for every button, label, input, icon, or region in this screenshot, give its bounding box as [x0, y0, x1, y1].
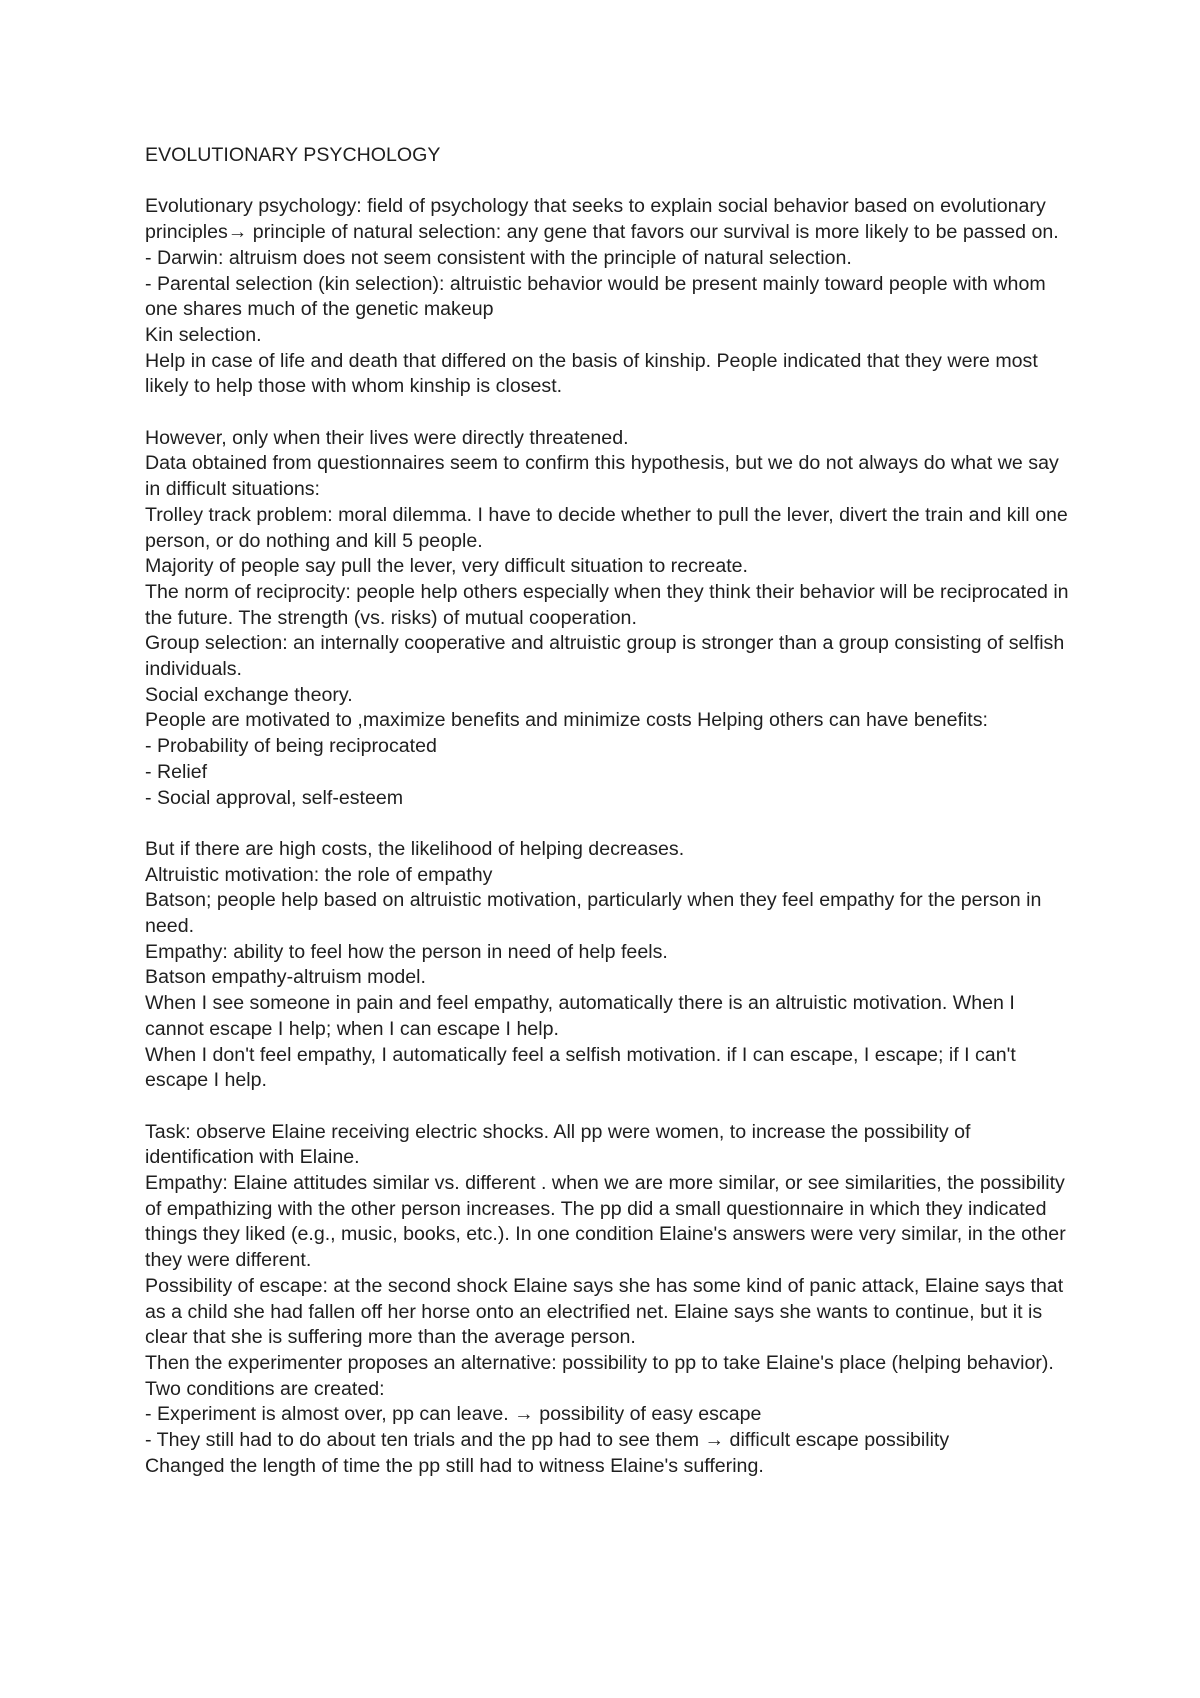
- paragraph: Batson empathy-altruism model.: [145, 966, 426, 989]
- paragraph: Empathy: Elaine attitudes similar vs. different . when we are more similar, or see similarities, the possibility of empathizing with the other person increases. The pp did a small questionnaire in which they indicated things they liked (e.g., music, books, etc.). In one condition Elaine's answers were very similar, in the other they were different.: [145, 1172, 1066, 1272]
- paragraph: But if there are high costs, the likelihood of helping decreases.: [145, 837, 685, 860]
- list-item: - Experiment is almost over, pp can leave. → possibility of easy escape: [145, 1403, 762, 1426]
- list-item: - They still had to do about ten trials and the pp had to see them → difficult escape possibility: [145, 1429, 950, 1452]
- document-body: [145, 143, 1075, 1480]
- blank-line: [145, 1094, 1075, 1120]
- paragraph: Trolley track problem: moral dilemma. I have to decide whether to pull the lever, divert the train and kill one person, or do nothing and kill 5 people.: [145, 503, 1068, 552]
- paragraph: Kin selection.: [145, 323, 262, 346]
- list-item: - Social approval, self-esteem: [145, 786, 404, 809]
- blank-line: [145, 400, 1075, 426]
- paragraph: Task: observe Elaine receiving electric shocks. All pp were women, to increase the possibility of identification with Elaine.: [145, 1120, 971, 1169]
- paragraph: The norm of reciprocity: people help others especially when they think their behavior will be reciprocated in the future. The strength (vs. risks) of mutual cooperation.: [145, 580, 1069, 629]
- paragraph: When I see someone in pain and feel empathy, automatically there is an altruistic motivation. When I cannot escape I help; when I can escape I help.: [145, 992, 1015, 1040]
- paragraph: Help in case of life and death that differed on the basis of kinship. People indicated that they were most likely to help those with whom kinship is closest.: [145, 349, 1038, 398]
- paragraph: Batson; people help based on altruistic motivation, particularly when they feel empathy for the person in need.: [145, 889, 1042, 938]
- paragraph: - Parental selection (kin selection): altruistic behavior would be present mainly toward people with whom one shares much of the genetic makeup: [145, 272, 1046, 321]
- paragraph: When I don't feel empathy, I automatically feel a selfish motivation. if I can escape, I escape; if I can't escape I help.: [145, 1043, 1016, 1092]
- paragraph: Empathy: ability to feel how the person in need of help feels.: [145, 940, 668, 963]
- paragraph: Possibility of escape: at the second shock Elaine says she has some kind of panic attack, Elaine says that as a child she had fallen off her horse onto an electrified net. Elaine says she wants to continue, but it is clear that she is suffering more than the average person.: [145, 1274, 1064, 1349]
- paragraph: However, only when their lives were directly threatened.: [145, 426, 629, 449]
- paragraph: Data obtained from questionnaires seem to confirm this hypothesis, but we do not always do what we say in difficult situations:: [145, 452, 1059, 501]
- paragraph: Majority of people say pull the lever, very difficult situation to recreate.: [145, 555, 748, 578]
- list-item: - Relief: [145, 760, 208, 783]
- paragraph: People are motivated to ,maximize benefits and minimize costs Helping others can have benefits:: [145, 709, 988, 732]
- paragraph: Then the experimenter proposes an alternative: possibility to pp to take Elaine's place (helping behavior). Two conditions are created:: [145, 1351, 1054, 1400]
- paragraph: Evolutionary psychology: field of psychology that seeks to explain social behavior based on evolutionary principles→ principle of natural selection: any gene that favors our survival is more likely to be passed on.: [145, 195, 1059, 244]
- list-item: - Probability of being reciprocated: [145, 735, 437, 758]
- paragraph: Social exchange theory.: [145, 683, 353, 706]
- paragraph: - Darwin: altruism does not seem consistent with the principle of natural selection.: [145, 246, 852, 269]
- document-title: EVOLUTIONARY PSYCHOLOGY: [145, 144, 441, 166]
- paragraph: Group selection: an internally cooperative and altruistic group is stronger than a group consisting of selfish individuals.: [145, 632, 1065, 681]
- paragraph: Changed the length of time the pp still had to witness Elaine's suffering.: [145, 1454, 764, 1477]
- blank-line: [145, 811, 1075, 837]
- paragraph: Altruistic motivation: the role of empathy: [145, 863, 493, 886]
